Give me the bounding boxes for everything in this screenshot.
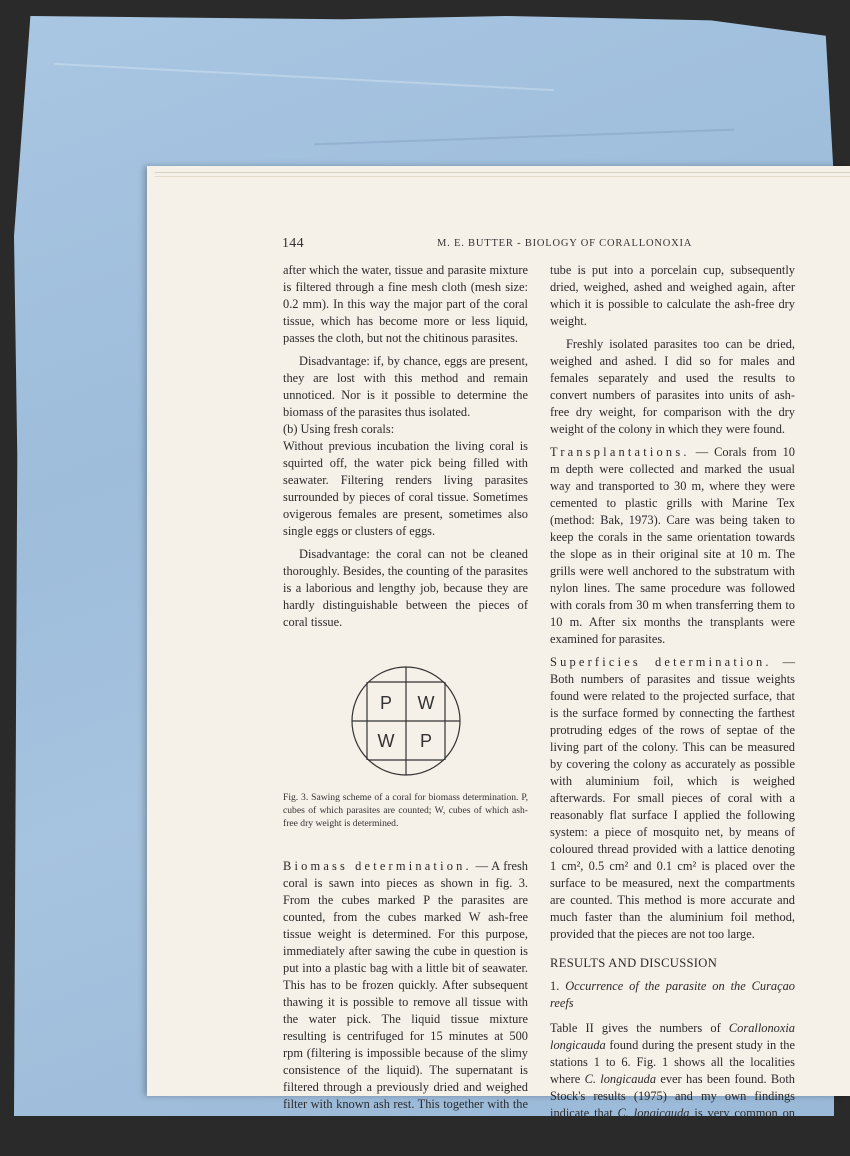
text-run: Table II gives the numbers of: [550, 1021, 729, 1035]
paragraph-label: (b) Using fresh corals:: [283, 422, 395, 436]
paragraph: [550, 654, 795, 943]
right-column: [550, 262, 795, 1156]
cell-label: P: [419, 731, 432, 751]
paragraph: tube is put into a porcelain cup, subsequently dried, weighed, ashed and weighed again, after which it is possible to calculate the ash-free dry weight.: [550, 263, 795, 328]
folder-crease: [314, 129, 734, 146]
text-area: [147, 166, 850, 1154]
paragraph: Without previous incubation the living coral is squirted off, the water pick being filled with seawater. Filtering renders living parasites surrounded by pieces of coral tissue. Sometimes ovigerous females are present, sometimes also single eggs or clusters of eggs.: [283, 439, 528, 538]
paragraph-text: — Both numbers of parasites and tissue weights found were related to the projected surface, that is the surface formed by connecting the farthest protruding edges of the rows of septae of the living part of the colony. This can be measured by covering the colony as accurately as possible with aluminium foil, which is weighed afterwards. For small pieces of coral with a reasonably flat surface I applied the following system: a piece of mosquito net, by means of coloured thread provided with a lattice denoting 1 cm², 0.5 cm² and 0.1 cm² is placed over the surface to be measured, next the compartments are counted. This method is more accurate and much faster than the aluminium foil method, provided that the pieces are not too large.: [550, 655, 795, 941]
text-run: found during the present study in the stations 1 to 6. Fig. 1 shows all the localities where: [550, 1038, 795, 1086]
paragraph: [550, 444, 795, 648]
folder-crease: [54, 63, 553, 91]
species-name: C. longicauda: [584, 1072, 657, 1086]
paragraph: after which the water, tissue and parasite mixture is filtered through a fine mesh cloth (mesh size: 0.2 mm). In this way the major part of the coral tissue, which has become more or less liquid, passes the cloth, but not the chitinous parasites.: [283, 263, 528, 345]
section-run-in-heading: Transplantations.: [550, 445, 690, 459]
text-run: is very common on the entire S.W. coast. Apparently it is much rarer on the N.E.: [550, 1106, 795, 1154]
figure-caption: Fig. 3. Sawing scheme of a coral for biomass determination. P, cubes of which parasites are counted; W, cubes of which ash-free dry weight is determined.: [283, 792, 528, 829]
paragraph: Disadvantage: the coral can not be cleaned thoroughly. Besides, the counting of the parasites is a laborious and lengthy job, because they are hardly distinguishable between the pieces of coral tissue.: [283, 547, 528, 629]
subsection-title: Occurrence of the parasite on the Curaçao reefs: [550, 979, 795, 1010]
paragraph: [283, 858, 528, 1130]
subsection-heading: [550, 978, 795, 1012]
running-title: M. E. BUTTER - BIOLOGY OF CORALLONOXIA: [437, 238, 693, 249]
section-heading: RESULTS AND DISCUSSION: [550, 956, 718, 970]
species-name: Corallonoxia longicauda: [550, 1021, 795, 1052]
sawing-scheme-diagram: [346, 661, 466, 781]
paragraph: Freshly isolated parasites too can be dried, weighed and ashed. I did so for males and females separately and used the results to convert numbers of parasites into units of ash-free dry weight, for comparison with the dry weight of the colony in which they were found.: [550, 337, 795, 436]
cell-label: W: [417, 693, 434, 713]
text-run: ever has been found. Both Stock's results (1975) and my own findings indicate that: [550, 1072, 795, 1120]
paragraph: Disadvantage: if, by chance, eggs are present, they are lost with this method and remain unnoticed. Nor is it possible to determine the biomass of the parasites thus isolated.: [283, 354, 528, 419]
paragraph-text: — A fresh coral is sawn into pieces as shown in fig. 3. From the cubes marked P the parasites are counted, from the cubes marked W ash-free tissue weight is determined. For this purpose, immediately after sawing the cube in question is put into a plastic bag with a little bit of seawater. This has to be frozen quickly. After subsequent thawing it is possible to remove all tissue with the water pick. The liquid tissue mixture resulting is centrifuged for 15 minutes at 500 rpm (filtering is impossible because of the slimy consistence of the liquid). The supernatant is filtered through a previously dried and weighed filter with known ash rest. This together with the deposit from the centrifuge: [283, 859, 528, 1128]
paragraph: [550, 1020, 795, 1156]
left-column: [283, 262, 528, 1130]
cell-label: W: [377, 731, 394, 751]
figure-3: [283, 661, 528, 830]
section-run-in-heading: Biomass determination.: [283, 859, 472, 873]
subsection-number: 1.: [550, 979, 560, 993]
paragraph-text: — Corals from 10 m depth were collected and marked the usual way and transported to 30 m, where they were cemented to plastic grills with Marine Tex (method: Bak, 1973). Care was being taken to keep the corals in the same orientation towards the slope as in their original site at 10 m. The grills were well anchored to the substratum with nylon lines. The same procedure was followed with corals from 30 m when transferring them to 10 m. After six months the transplants were examined for parasites.: [550, 445, 795, 646]
section-run-in-heading: Superficies determination.: [550, 655, 772, 669]
species-name: C. longicauda: [617, 1106, 690, 1120]
cell-label: P: [379, 693, 392, 713]
page-number: 144: [282, 236, 304, 251]
